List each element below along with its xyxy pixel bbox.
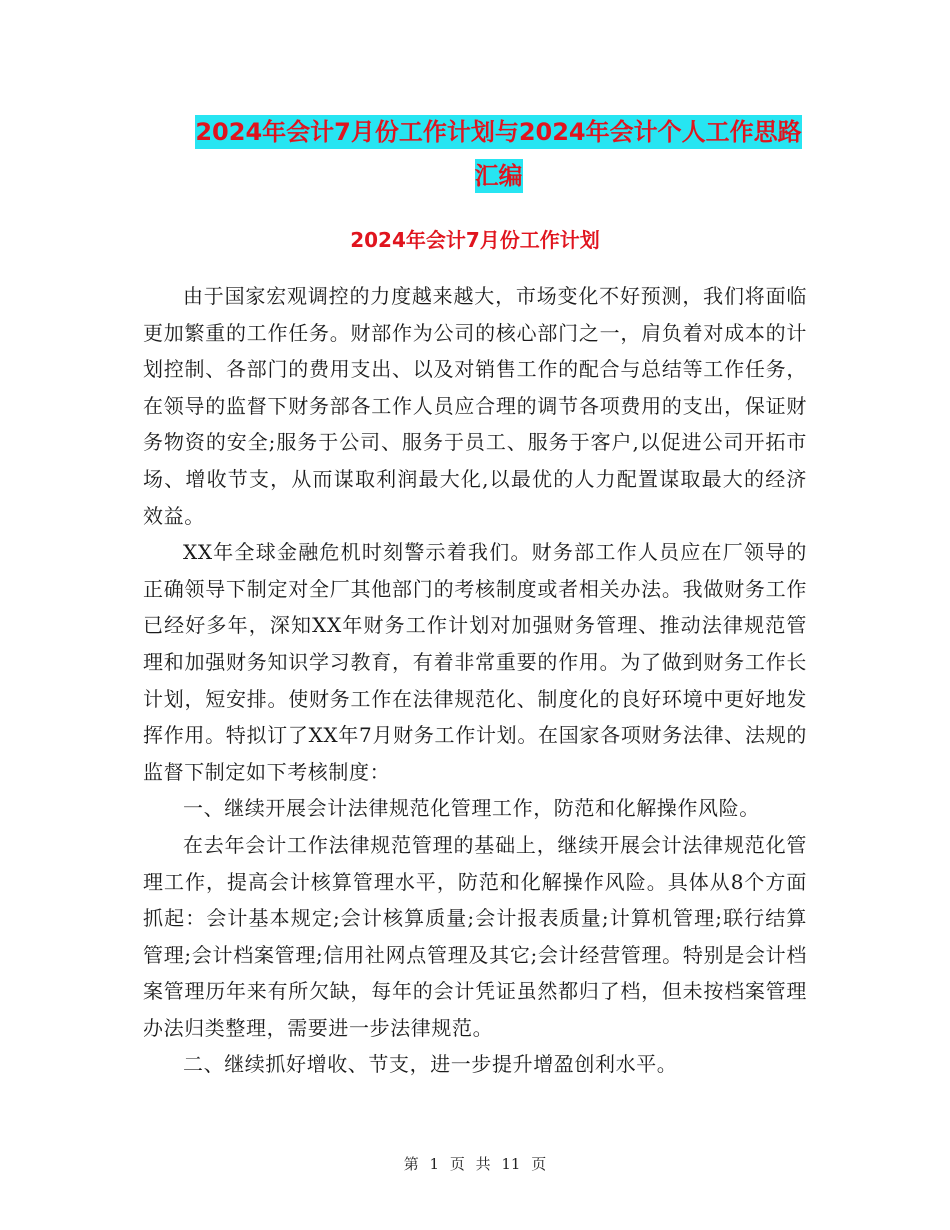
paragraph-2: XX年全球金融危机时刻警示着我们。财务部工作人员应在厂领导的正确领导下制定对全厂其他部门的考核制度或者相关办法。我做财务工作已经好多年，深知XX年财务工作计划对加强财务管理、推动法律规范管理和加强财务知识学习教育，有着非常重要的作用。为了做到财务工作长计划，短安排。使财务工作在法律规范化、制度化的良好环境中更好地发挥作用。特拟订了XX年7月财务工作计划。在国家各项财务法律、法规的监督下制定如下考核制度： <box>143 540 807 784</box>
section-title: 2024年会计7月份工作计划 <box>350 228 600 252</box>
paragraph-5: 二、继续抓好增收、节支，进一步提升增盈创利水平。 <box>183 1052 678 1077</box>
document-title-text: 2024年会计7月份工作计划与2024年会计个人工作思路汇编 <box>195 115 801 193</box>
document-body <box>143 278 807 1083</box>
paragraph-1: 由于国家宏观调控的力度越来越大，市场变化不好预测，我们将面临更加繁重的工作任务。财部作为公司的核心部门之一，肩负着对成本的计划控制、各部门的费用支出、以及对销售工作的配合与总结等工作任务，在领导的监督下财务部各工作人员应合理的调节各项费用的支出，保证财务物资的安全;服务于公司、服务于员工、服务于客户,以促进公司开拓市场、增收节支，从而谋取利润最大化,以最优的人力配置谋取最大的经济效益。 <box>143 284 807 528</box>
document-title <box>186 110 811 198</box>
paragraph-3: 一、继续开展会计法律规范化管理工作，防范和化解操作风险。 <box>183 796 760 821</box>
paragraph-4: 在去年会计工作法律规范管理的基础上，继续开展会计法律规范化管理工作，提高会计核算管理水平，防范和化解操作风险。具体从8个方面抓起：会计基本规定;会计核算质量;会计报表质量;计算机管理;联行结算管理;会计档案管理;信用社网点管理及其它;会计经营管理。特别是会计档案管理历年来有所欠缺，每年的会计凭证虽然都归了档，但未按档案管理办法归类整理，需要进一步法律规范。 <box>143 832 807 1040</box>
page-footer: 第 1 页 共 11 页 <box>403 1155 547 1173</box>
